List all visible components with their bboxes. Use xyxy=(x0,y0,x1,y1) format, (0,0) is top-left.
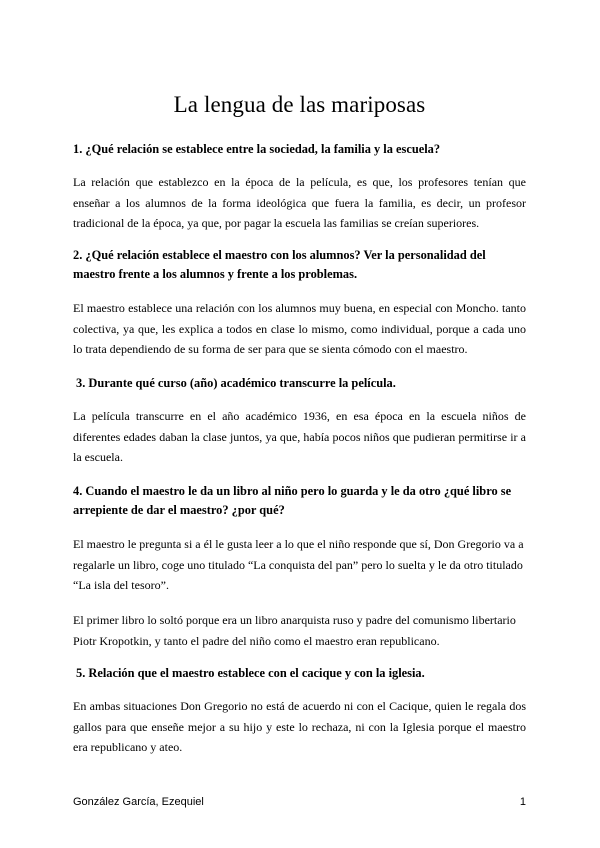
section-5-question: 5. Relación que el maestro establece con el cacique y con la iglesia. xyxy=(76,666,425,680)
footer-author: González García, Ezequiel xyxy=(73,796,204,808)
section-5-paragraph: En ambas situaciones Don Gregorio no está de acuerdo ni con el Cacique, quien le regala dos gallos para que enseñe mejor a su hijo y este lo rechaza, ni con la Iglesia porque el maestro era republicano y ateo. xyxy=(73,699,526,754)
section-4-paragraph-1: El maestro le pregunta si a él le gusta leer a lo que el niño responde que sí, Don Gregorio va a regalarle un libro, coge uno titulado “La conquista del pan” pero lo suelta y le da otro titulado “La isla del tesoro”. xyxy=(73,537,524,592)
section-3-question: 3. Durante qué curso (año) académico transcurre la película. xyxy=(76,376,396,390)
document-page xyxy=(73,0,526,848)
section-3-paragraph: La película transcurre en el año académico 1936, en esa época en la escuela niños de diferentes edades daban la clase juntos, ya que, había pocos niños que pudieran permitirse ir a la escuela. xyxy=(73,409,526,464)
page-number: 1 xyxy=(519,796,526,808)
section-4-question: 4. Cuando el maestro le da un libro al niño pero lo guarda y le da otro ¿qué libro se arrepiente de dar el maestro? ¿por qué? xyxy=(73,484,512,517)
document-title: La lengua de las mariposas xyxy=(173,92,426,117)
section-2-paragraph: El maestro establece una relación con los alumnos muy buena, en especial con Moncho. tanto colectiva, ya que, les explica a todos en clase lo mismo, como individual, porque a cada uno lo trata dependiendo de su forma de ser para que se sienta cómodo con el maestro. xyxy=(73,301,526,356)
section-2-question: 2. ¿Qué relación establece el maestro con los alumnos? Ver la personalidad del maestro frente a los alumnos y frente a los problemas. xyxy=(73,248,486,281)
section-4-paragraph-2: El primer libro lo soltó porque era un libro anarquista ruso y padre del comunismo libertario Piotr Kropotkin, y tanto el padre del niño como el maestro eran republicano. xyxy=(73,613,516,648)
section-1-question: 1. ¿Qué relación se establece entre la sociedad, la familia y la escuela? xyxy=(73,142,441,156)
section-1-paragraph: La relación que establezco en la época de la película, es que, los profesores tenían que enseñar a los alumnos de la forma ideológica que fuera la familia, es decir, un profesor tradicional de la época, ya que, por pagar la escuela las familias se creían superiores. xyxy=(73,175,526,230)
